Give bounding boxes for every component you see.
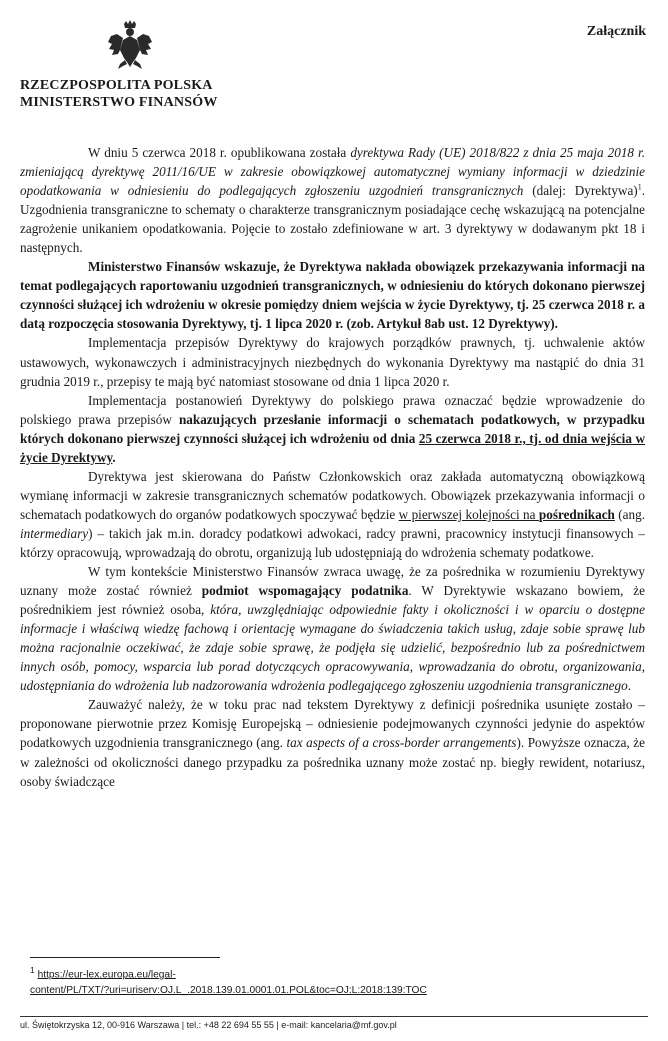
ministry-header — [20, 77, 218, 111]
header-line-republic: RZECZPOSPOLITA POLSKA — [20, 78, 213, 93]
footnote-link-continued[interactable]: content/PL/TXT/?uri=uriserv:OJ.L_.2018.139.01.0001.01.POL&toc=OJ:L:2018:139:TOC — [30, 985, 427, 997]
intermediaries-term: pośrednikach — [538, 506, 615, 522]
assisting-entity-term: podmiot wspomagający podatnika — [201, 583, 409, 599]
footnote — [30, 962, 427, 999]
footnote-number: 1 — [30, 965, 35, 975]
footer-contact: ul. Świętokrzyska 12, 00-916 Warszawa | tel.: +48 22 694 55 55 | e-mail: kancelaria@mf.gov.pl — [20, 1020, 397, 1030]
header-line-ministry: MINISTERSTWO FINANSÓW — [20, 95, 218, 110]
directive-title: dyrektywa Rady (UE) 2018/822 z dnia 25 maja 2018 r. zmieniającą dyrektywę 2011/16/UE w zakresie obowiązkowej automatycznej wymiany informacji w dziedzinie opodatkowania w odniesieniu do podlegających zgłoszeniu uzgodnień transgranicznych — [20, 145, 646, 199]
footnote-divider — [30, 957, 220, 958]
paragraph-6: W tym kontekście Ministerstwo Finansów zwraca uwagę, że za pośrednika w rozumieniu Dyrektywy uznany może zostać również podmiot wspomagający podatnika. W Dyrektywie wskazano bowiem, że pośrednikiem jest również osoba, która, uwzględniając odpowiednie fakty i okoliczności i w oparciu o dostępne informacje i właściwą wiedzę fachową i orientację wymagane do świadczenia takich usług, zdaje sobie sprawę lub można racjonalnie oczekiwać, że zdaje sobie sprawę, że podjęła się udzielić, bezpośrednio lub za pośrednictwem innych osób, pomocy, wsparcia lub porad dotyczących opracowywania, wprowadzania do obrotu, organizowania, udostępniania do wdrożenia lub nadzorowania wdrożenia podlegającego zgłoszeniu uzgodnienia transgranicznego. — [20, 564, 646, 694]
paragraph-3: Implementacja przepisów Dyrektywy do krajowych porządków prawnych, tj. uchwalenie aktów ustawowych, wykonawczych i administracyjnych niezbędnych do wykonania Dyrektywy ma nastąpić do dnia 31 grudnia 2019 r., przepisy te mają być natomiast stosowane od dnia 1 lipca 2020 r. — [20, 335, 645, 389]
paragraph-5: Dyrektywa jest skierowana do Państw Członkowskich oraz zakłada automatyczną obowiązkową wymianę informacji w zakresie transgranicznych schematów podatkowych. Obowiązek przekazywania informacji o schematach podatkowych do organów podatkowych spoczywać będzie w pierwszej kolejności na pośrednikach (ang. intermediary) – takich jak m.in. doradcy podatkowi adwokaci, radcy prawni, pracownicy instytucji finansowych – którzy opracowują, wprowadzają do obrotu, organizują lub udostępniają do wdrożenia schematy podatkowe. — [20, 468, 646, 560]
footer-divider — [20, 1016, 648, 1017]
effective-date: 25 czerwca 2018 r., tj. od dnia wejścia w życie Dyrektywy — [20, 430, 646, 465]
paragraph-7: Zauważyć należy, że w toku prac nad tekstem Dyrektywy z definicji pośrednika usunięte zostało – proponowane pierwotnie przez Komisję Europejską – odniesienie podejmowanych czynności jedynie do aspektów podatkowych uzgodnienia transgranicznego (ang. tax aspects of a cross-border arrangements). Powyższe oznacza, że w zależności od okoliczności danego przypadku za pośrednika uznany może zostać np. biegły rewident, notariusz, osoby świadczące — [20, 697, 645, 789]
footnote-ref: 1 — [637, 182, 642, 192]
polish-eagle-icon — [107, 20, 153, 70]
paragraph-1: W dniu 5 czerwca 2018 r. opublikowana została dyrektywa Rady (UE) 2018/822 z dnia 25 maja 2018 r. zmieniającą dyrektywę 2011/16/UE w zakresie obowiązkowej automatycznej wymiany informacji w dziedzinie opodatkowania w odniesieniu do podlegających zgłoszeniu uzgodnień transgranicznych (dalej: Dyrektywa)$^1$. Uzgodnienia transgraniczne to schematy o charakterze transgranicznym posiadające cechę wskazującą na potencjalne zagrożenie unikaniem opodatkowania. Pojęcie to zostało zdefiniowane w art. 3 dyrektywy w dodawanym pkt 18 i następnych. — [20, 145, 646, 256]
paragraph-2: Ministerstwo Finansów wskazuje, że Dyrektywa nakłada obowiązek przekazywania informacji na temat podlegających raportowaniu uzgodnień transgranicznych, w odniesieniu do których dokonano pierwszej czynności służącej ich wdrożeniu w okresie pomiędzy dniem wejścia w życie Dyrektywy, tj. 25 czerwca 2018 r. a datą rozpoczęcia stosowania Dyrektywy, tj. 1 lipca 2020 r. (zob. Artykuł 8ab ust. 12 Dyrektywy). — [20, 259, 645, 332]
document-body — [20, 143, 645, 791]
intermediary-definition: która, uwzględniając odpowiednie fakty i okoliczności i w oparciu o dostępne informacje i właściwą wiedzę fachową i orientację wymagane do świadczenia takich usług, zdaje sobie sprawę lub można racjonalnie oczekiwać, że zdaje sobie sprawę, że podjęła się udzielić, bezpośrednio lub za pośrednictwem innych osób, pomocy, wsparcia lub porad dotyczących opracowywania, wprowadzania do obrotu, organizowania, udostępniania do wdrożenia lub nadzorowania wdrożenia podlegającego zgłoszeniu uzgodnienia transgranicznego — [20, 602, 645, 694]
attachment-label: Załącznik — [586, 24, 646, 39]
paragraph-4: Implementacja postanowień Dyrektywy do polskiego prawa oznaczać będzie wprowadzenie do polskiego prawa przepisów nakazujących przesłanie informacji o schematach podatkowych, w przypadku których dokonano pierwszej czynności służącej ich wdrożeniu od dnia 25 czerwca 2018 r., tj. od dnia wejścia w życie Dyrektywy. — [20, 392, 646, 465]
footnote-link[interactable]: https://eur-lex.europa.eu/legal- — [37, 969, 176, 981]
